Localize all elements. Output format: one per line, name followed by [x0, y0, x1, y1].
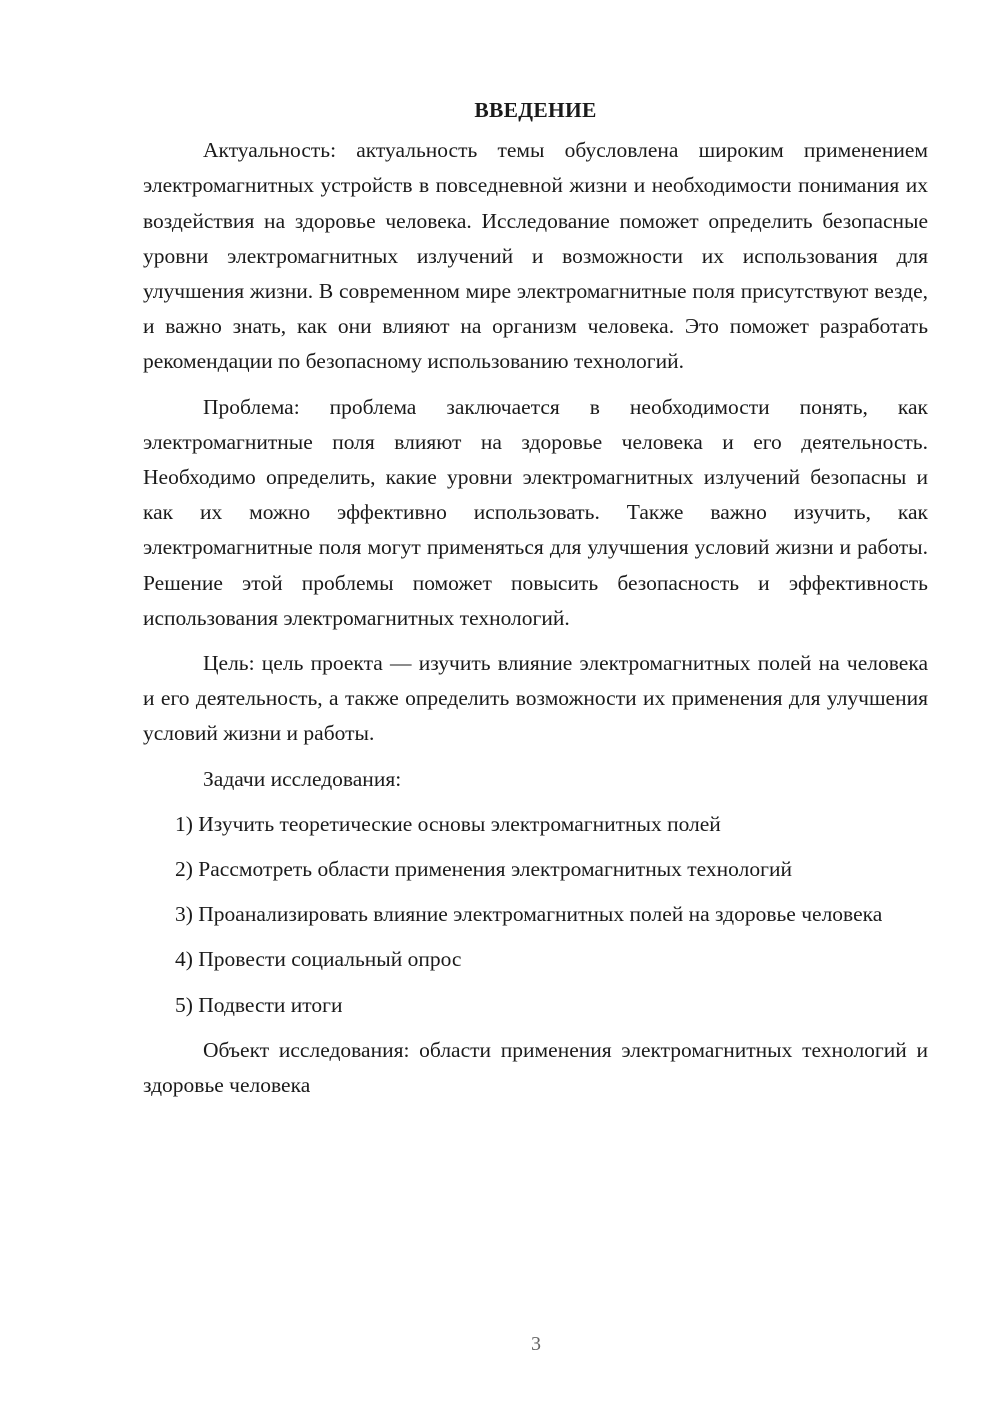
page-number: 3 [531, 1333, 541, 1355]
task-item: 2) Рассмотреть области применения электромагнитных технологий [175, 857, 792, 882]
goal-paragraph: Цель: цель проекта — изучить влияние электромагнитных полей на человека и его деятельность, а также определить возможности их применения для улучшения условий жизни и работы. [143, 651, 928, 746]
task-item: 3) Проанализировать влияние электромагнитных полей на здоровье человека [175, 902, 883, 927]
task-item: 1) Изучить теоретические основы электромагнитных полей [175, 811, 721, 836]
relevance-paragraph: Актуальность: актуальность темы обусловлена широким применением электромагнитных устройств в повседневной жизни и необходимости понимания их воздействия на здоровье человека. Исследование поможет определить безопасные уровни электромагнитных излучений и возможности их использования для улучшения жизни. В современном мире электромагнитные поля присутствуют везде, и важно знать, как они влияют на организм человека. Это поможет разработать рекомендации по безопасному использованию технологий. [143, 138, 928, 374]
problem-paragraph: Проблема: проблема заключается в необходимости понять, как электромагнитные поля влияют на здоровье человека и его деятельность. Необходимо определить, какие уровни электромагнитных излучений безопасны и как их можно эффективно использовать. Также важно изучить, как электромагнитные поля могут применяться для улучшения условий жизни и работы. Решение этой проблемы поможет повысить безопасность и эффективность использования электромагнитных технологий. [143, 394, 928, 630]
task-item: 5) Подвести итоги [175, 992, 343, 1017]
tasks-label: Задачи исследования: [203, 766, 402, 791]
document-page [143, 93, 928, 1103]
section-heading: ВВЕДЕНИЕ [474, 98, 597, 122]
object-paragraph: Объект исследования: области применения электромагнитных технологий и здоровье человека [143, 1037, 928, 1098]
task-item: 4) Провести социальный опрос [175, 947, 462, 972]
